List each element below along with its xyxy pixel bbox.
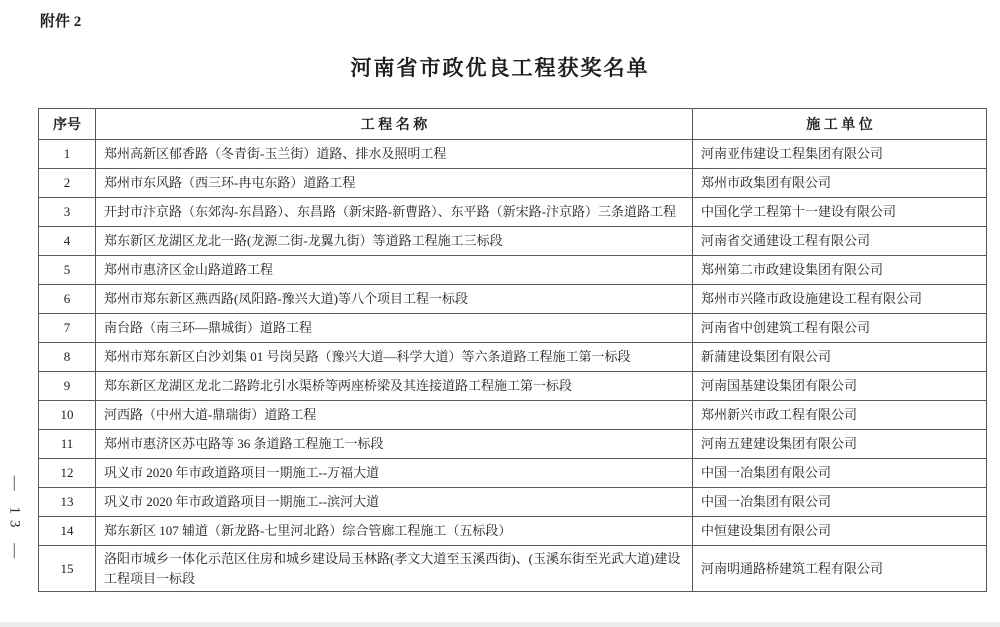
row-number-cell: 7 xyxy=(39,314,96,343)
table-row xyxy=(39,401,987,430)
table-row xyxy=(39,314,987,343)
company-name-cell: 新蒲建设集团有限公司 xyxy=(693,343,987,372)
row-number-cell: 5 xyxy=(39,256,96,285)
table-row xyxy=(39,343,987,372)
project-name-cell: 河西路（中州大道-鼎瑞街）道路工程 xyxy=(96,401,693,430)
row-number-cell: 3 xyxy=(39,198,96,227)
company-name-cell: 郑州新兴市政工程有限公司 xyxy=(693,401,987,430)
table-row xyxy=(39,430,987,459)
company-name-cell: 中国化学工程第十一建设有限公司 xyxy=(693,198,987,227)
table-row xyxy=(39,140,987,169)
table-row xyxy=(39,169,987,198)
project-name-cell: 郑州市郑东新区白沙刘集 01 号岗吴路（豫兴大道—科学大道）等六条道路工程施工第一标段 xyxy=(96,343,693,372)
row-number-cell: 9 xyxy=(39,372,96,401)
awards-table xyxy=(38,108,987,592)
company-name-cell: 郑州市兴隆市政设施建设工程有限公司 xyxy=(693,285,987,314)
project-name-cell: 郑州高新区郁香路（冬青街-玉兰街）道路、排水及照明工程 xyxy=(96,140,693,169)
row-number-cell: 11 xyxy=(39,430,96,459)
table-row xyxy=(39,459,987,488)
page-number: — 13 — xyxy=(6,475,23,565)
project-name-cell: 郑州市惠济区金山路道路工程 xyxy=(96,256,693,285)
company-name-cell: 河南明通路桥建筑工程有限公司 xyxy=(693,546,987,592)
scan-bottom-edge xyxy=(0,622,1000,627)
project-name-cell: 郑东新区 107 辅道（新龙路-七里河北路）综合管廊工程施工（五标段） xyxy=(96,517,693,546)
company-name-cell: 中国一冶集团有限公司 xyxy=(693,459,987,488)
attachment-label: 附件 2 xyxy=(40,14,82,30)
header-cell-no: 序号 xyxy=(39,109,96,140)
table-row xyxy=(39,227,987,256)
row-number-cell: 8 xyxy=(39,343,96,372)
table-row xyxy=(39,198,987,227)
table-row xyxy=(39,488,987,517)
project-name-cell: 洛阳市城乡一体化示范区住房和城乡建设局玉林路(孝文大道至玉溪西街)、(玉溪东街至光武大道)建设工程项目一标段 xyxy=(96,546,693,592)
header-row xyxy=(39,109,987,140)
row-number-cell: 15 xyxy=(39,546,96,592)
company-name-cell: 河南五建建设集团有限公司 xyxy=(693,430,987,459)
project-name-cell: 巩义市 2020 年市政道路项目一期施工--滨河大道 xyxy=(96,488,693,517)
company-name-cell: 中恒建设集团有限公司 xyxy=(693,517,987,546)
table-row xyxy=(39,517,987,546)
table-row xyxy=(39,372,987,401)
row-number-cell: 1 xyxy=(39,140,96,169)
company-name-cell: 河南省交通建设工程有限公司 xyxy=(693,227,987,256)
project-name-cell: 郑东新区龙湖区龙北一路(龙源二街-龙翼九街）等道路工程施工三标段 xyxy=(96,227,693,256)
project-name-cell: 巩义市 2020 年市政道路项目一期施工--万福大道 xyxy=(96,459,693,488)
row-number-cell: 13 xyxy=(39,488,96,517)
row-number-cell: 2 xyxy=(39,169,96,198)
page-title: 河南省市政优良工程获奖名单 xyxy=(350,56,650,80)
company-name-cell: 郑州市政集团有限公司 xyxy=(693,169,987,198)
row-number-cell: 14 xyxy=(39,517,96,546)
table-row xyxy=(39,546,987,592)
project-name-cell: 南台路（南三环—鼎城街）道路工程 xyxy=(96,314,693,343)
header-cell-project: 工 程 名 称 xyxy=(96,109,693,140)
company-name-cell: 郑州第二市政建设集团有限公司 xyxy=(693,256,987,285)
company-name-cell: 中国一冶集团有限公司 xyxy=(693,488,987,517)
project-name-cell: 郑州市郑东新区燕西路(凤阳路-豫兴大道)等八个项目工程一标段 xyxy=(96,285,693,314)
project-name-cell: 郑东新区龙湖区龙北二路跨北引水渠桥等两座桥梁及其连接道路工程施工第一标段 xyxy=(96,372,693,401)
company-name-cell: 河南省中创建筑工程有限公司 xyxy=(693,314,987,343)
company-name-cell: 河南亚伟建设工程集团有限公司 xyxy=(693,140,987,169)
row-number-cell: 12 xyxy=(39,459,96,488)
project-name-cell: 郑州市惠济区苏屯路等 36 条道路工程施工一标段 xyxy=(96,430,693,459)
row-number-cell: 4 xyxy=(39,227,96,256)
header-cell-company: 施 工 单 位 xyxy=(693,109,987,140)
table-row xyxy=(39,285,987,314)
project-name-cell: 开封市汴京路（东郊沟-东昌路）、东昌路（新宋路-新曹路）、东平路（新宋路-汴京路）三条道路工程 xyxy=(96,198,693,227)
row-number-cell: 10 xyxy=(39,401,96,430)
project-name-cell: 郑州市东风路（西三环-冉屯东路）道路工程 xyxy=(96,169,693,198)
table-row xyxy=(39,256,987,285)
row-number-cell: 6 xyxy=(39,285,96,314)
company-name-cell: 河南国基建设集团有限公司 xyxy=(693,372,987,401)
